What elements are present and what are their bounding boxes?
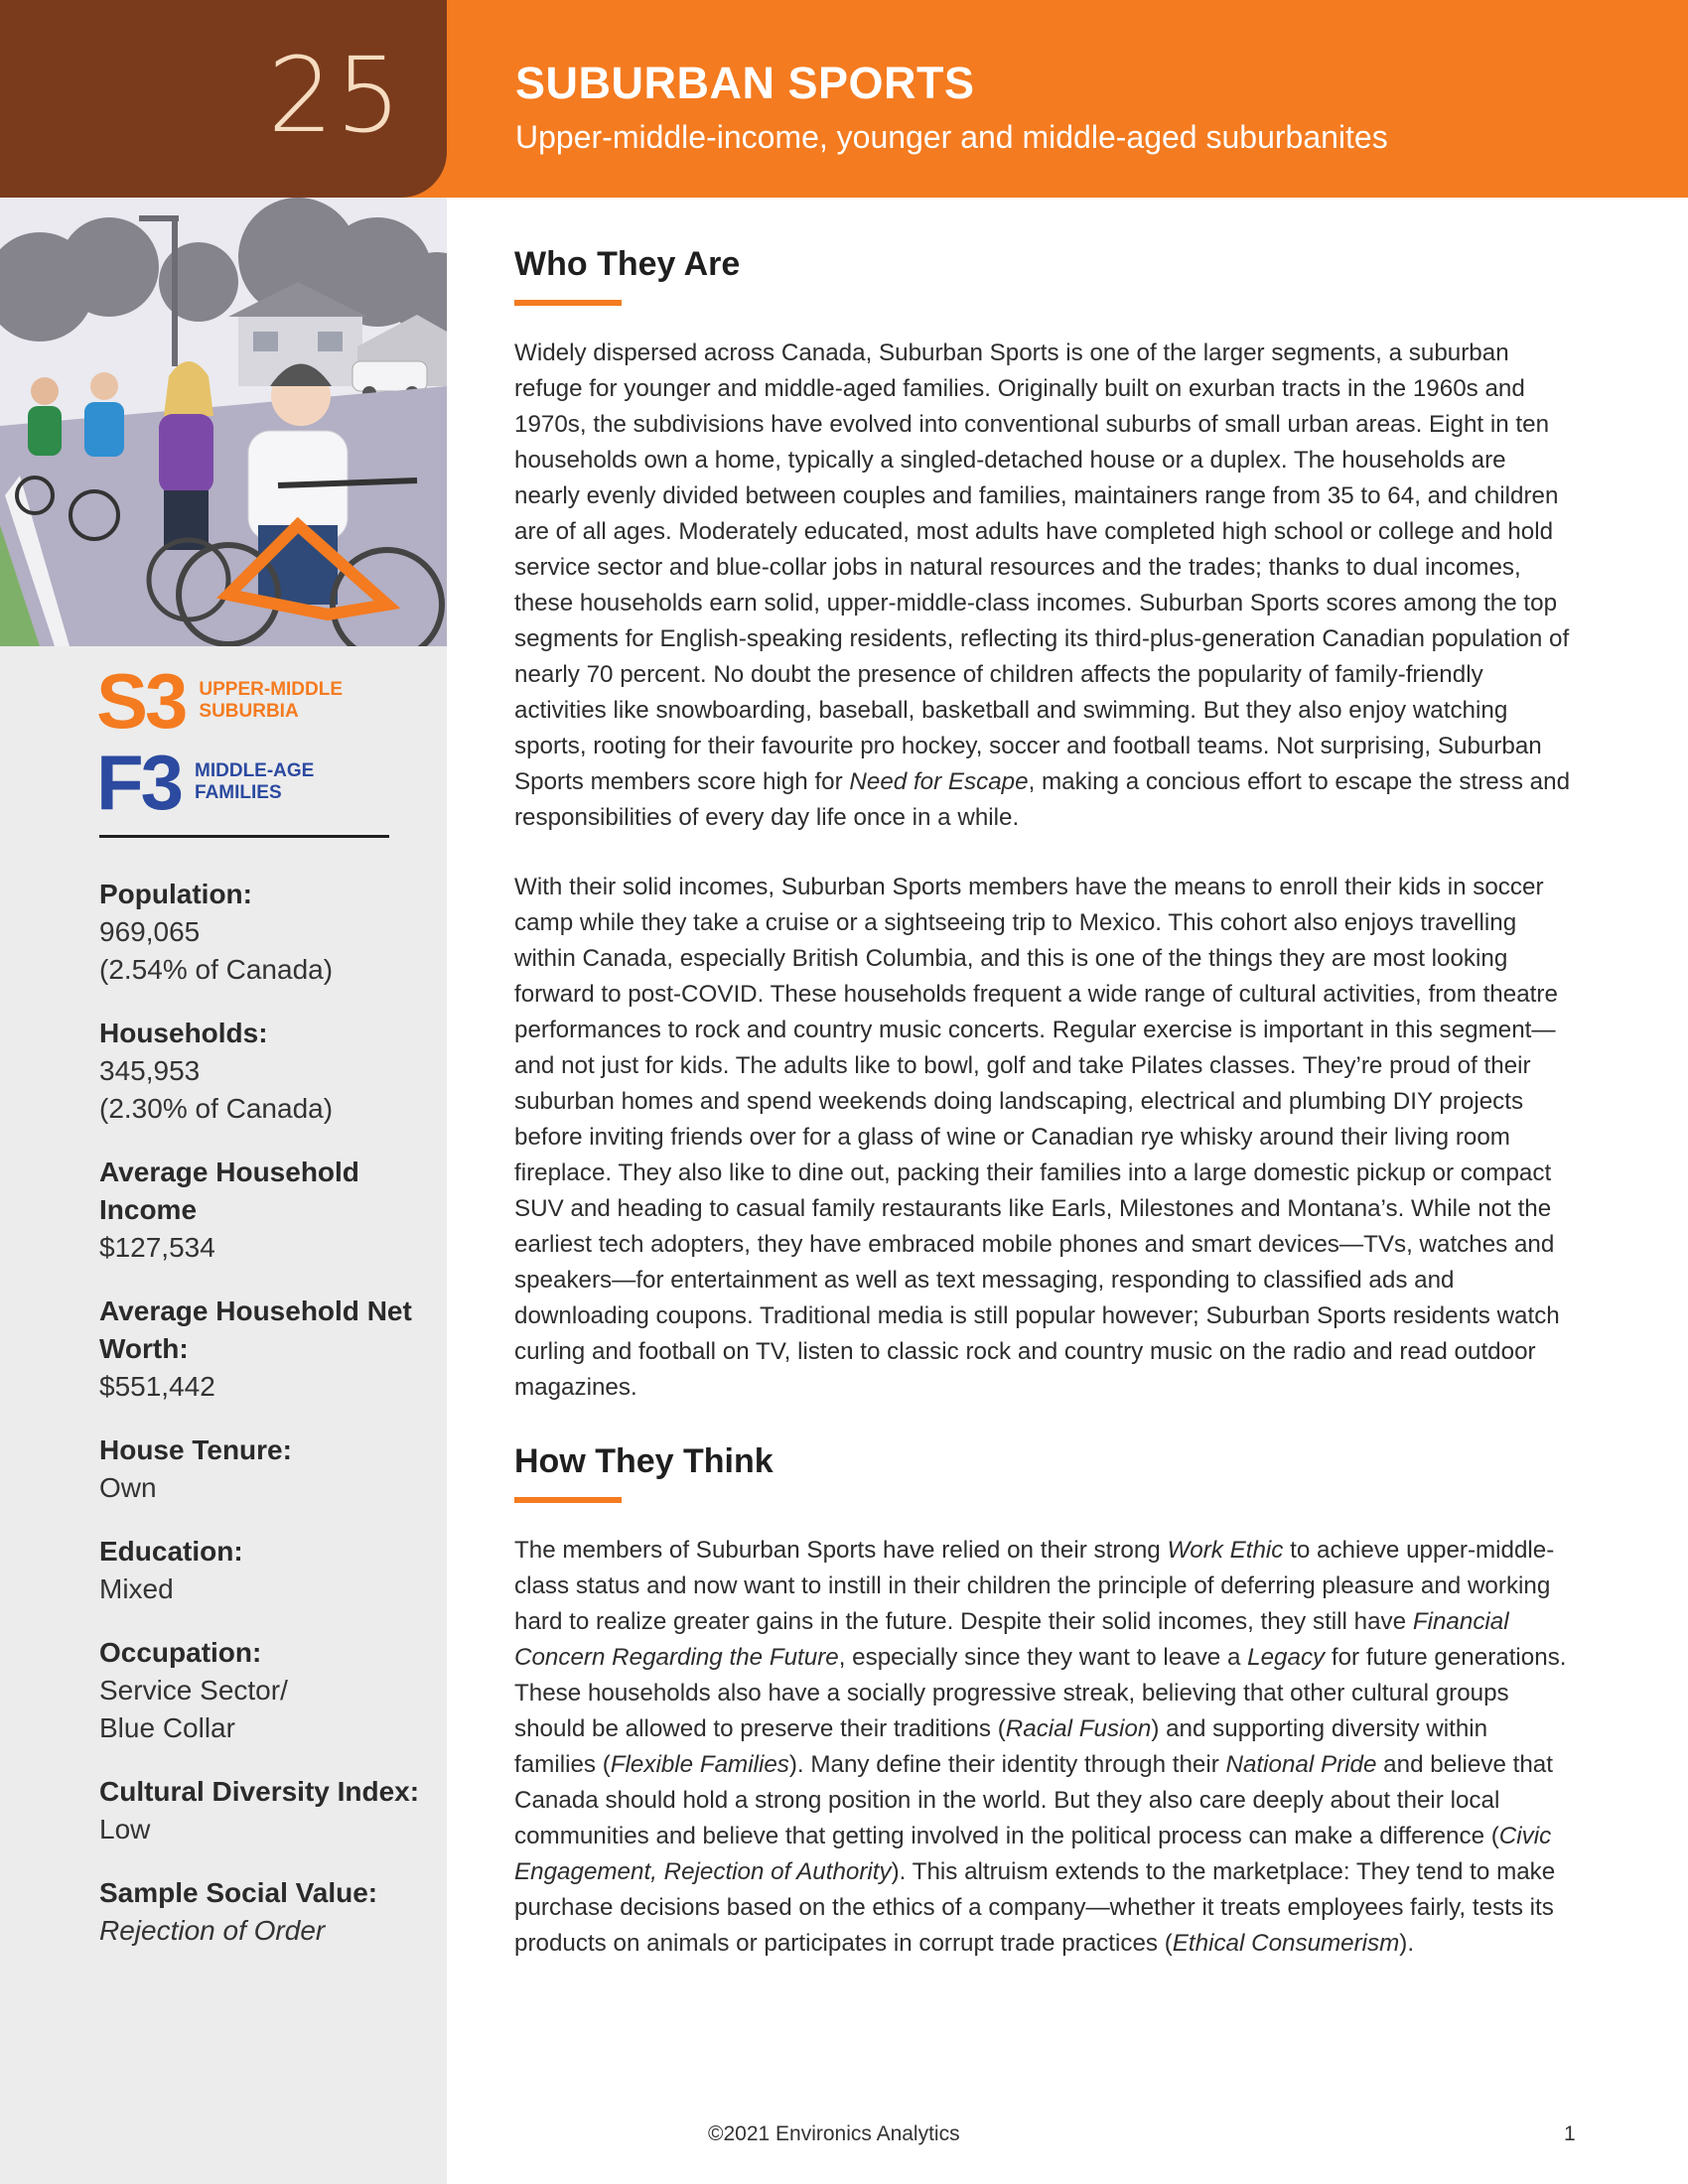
stat-value: Own (99, 1472, 157, 1503)
code-s3: S3 (96, 657, 186, 745)
stat-avg-net-worth (99, 1293, 437, 1406)
stats-list (99, 876, 437, 1976)
stat-social-value (99, 1874, 437, 1950)
text-run: to achieve upper-middle-class status and now want to instill in their children the principle of deferring pleasure and working hard to realize greater gains in the future. Despite their solid incomes, they still have (514, 1537, 1555, 1635)
segment-code-s3 (96, 657, 344, 745)
italic-term: Ethical Consumerism (1172, 1930, 1400, 1957)
text-run: , making a concious effort to escape the stress and responsibilities of every day life once in a while. (514, 768, 1571, 831)
segment-number-block (0, 0, 447, 198)
stat-value: Rejection of Order (99, 1915, 326, 1946)
text-run: ). (1399, 1930, 1415, 1957)
stat-value: $551,442 (99, 1371, 215, 1402)
stat-label: Households: (99, 1018, 268, 1048)
stat-label: Population: (99, 879, 252, 909)
text-run: ) and supporting diversity within families ( (514, 1715, 1488, 1778)
stat-value: (2.54% of Canada) (99, 954, 334, 985)
italic-term: Civic Engagement, Rejection of Authority (514, 1823, 1552, 1885)
stat-value: 345,953 (99, 1055, 201, 1086)
code-s3-label (199, 679, 343, 723)
italic-term: Flexible Families (610, 1751, 789, 1778)
stat-label: Education: (99, 1536, 243, 1567)
page-header (0, 0, 1688, 198)
code-f3-label-line1: MIDDLE-AGE (195, 760, 315, 781)
stat-occupation (99, 1634, 437, 1747)
stat-value: Service Sector/ (99, 1675, 288, 1706)
text-run: Widely dispersed across Canada, Suburban Sports is one of the larger segments, a suburban refuge for younger and middle-aged families. Originally built on exurban tracts in the 1960s and 1970s, the subdivisions have evolved into conventional suburbs of small urban areas. Eight in ten households own a home, typically a singled-detached house or a duplex. The households are nearly evenly divided between couples and families, maintainers range from 35 to 64, and children are of all ages. Moderately educated, most adults have completed high school or college and hold service sector and blue-collar jobs in natural resources and the trades; thanks to dual incomes, these households earn solid, upper-middle-class incomes. Suburban Sports scores among the top segments for English-speaking residents, reflecting its third-plus-generation Canadian population of nearly 70 percent. No doubt the presence of children affects the popularity of family-friendly activities like snowboarding, baseball, basketball and swimming. But they also enjoy watching sports, rooting for their favourite pro hockey, soccer and football teams. Not surprising, Suburban Sports members score high for (514, 340, 1570, 795)
section-title-who: Who They Are (514, 245, 741, 283)
text-run: and believe that Canada should hold a strong position in the world. But they also care deeply about their local communities and believe that getting involved in the political process can make a difference ( (514, 1751, 1553, 1849)
stat-label: House Tenure: (99, 1434, 292, 1465)
stat-value: Blue Collar (99, 1712, 235, 1743)
stat-value: 969,065 (99, 916, 201, 947)
stat-households (99, 1015, 437, 1128)
code-f3: F3 (96, 739, 182, 826)
section-underline (514, 1497, 622, 1503)
page-subtitle: Upper-middle-income, younger and middle-aged suburbanites (515, 119, 1388, 155)
code-s3-label-line1: UPPER-MIDDLE (199, 679, 344, 700)
italic-term: Financial Concern Regarding the Future (514, 1608, 1509, 1671)
italic-term: Need for Escape (849, 768, 1029, 795)
code-f3-label (195, 760, 314, 804)
footer-copyright: ©2021 Environics Analytics (708, 2122, 960, 2145)
stat-avg-household-income (99, 1154, 437, 1267)
segment-number: 25 (267, 35, 403, 156)
stat-label: Cultural Diversity Index: (99, 1776, 420, 1807)
text-run: ). Many define their identity through their (788, 1751, 1226, 1778)
text-run: ). This altruism extends to the marketplace: They tend to make purchase decisions based on the ethics of a company—whether it treats employees fairly, tests its products on animals or participates in corrupt trade practices ( (514, 1858, 1556, 1957)
sidebar (0, 198, 447, 2184)
stat-value: Low (99, 1814, 151, 1844)
italic-term: Legacy (1247, 1644, 1326, 1671)
how-paragraph (514, 1533, 1575, 1962)
cyclists-illustration (0, 198, 447, 646)
who-paragraph-2: With their solid incomes, Suburban Sports members have the means to enroll their kids in soccer camp while they take a cruise or a sightseeing trip to Mexico. This cohort also enjoys travelling within Canada, especially British Columbia, and this is one of the things they are most looking forward to post-COVID. These households frequent a wide range of cultural activities, from theatre performances to rock and country music concerts. Regular exercise is important in this segment—and not just for kids. The adults like to bowl, golf and take Pilates classes. They’re proud of their suburban homes and spend weekends doing landscaping, electrical and plumbing DIY projects before inviting friends over for a glass of wine or Canadian rye whisky around their living room fireplace. They also like to dine out, packing their families into a large domestic pickup or compact SUV and heading to casual family restaurants like Earls, Milestones and Montana’s. While not the earliest tech adopters, they have embraced mobile phones and smart devices—TVs, watches and speakers—for entertainment as well as text messaging, responding to classified ads and downloading coupons. Traditional media is still popular however; Suburban Sports residents watch curling and football on TV, listen to classic rock and country music on the radio and read outdoor magazines. (514, 874, 1560, 1401)
stat-label: Sample Social Value: (99, 1877, 378, 1908)
main-content (514, 242, 1575, 1995)
text-run: The members of Suburban Sports have relied on their strong (514, 1537, 1168, 1564)
italic-term: National Pride (1225, 1751, 1377, 1778)
stat-label: Average Household Net Worth: (99, 1296, 412, 1364)
stat-value: (2.30% of Canada) (99, 1093, 334, 1124)
stat-house-tenure (99, 1432, 437, 1507)
stat-population (99, 876, 437, 989)
stat-cultural-diversity (99, 1773, 437, 1848)
page-number: 1 (1564, 2122, 1576, 2145)
code-f3-label-line2: FAMILIES (195, 782, 282, 803)
stat-label: Occupation: (99, 1637, 262, 1668)
code-s3-label-line2: SUBURBIA (199, 701, 299, 722)
text-run: , especially since they want to leave a (838, 1644, 1248, 1671)
section-title-how: How They Think (514, 1442, 774, 1480)
stat-label: Average Household Income (99, 1157, 359, 1225)
italic-term: Work Ethic (1167, 1537, 1284, 1564)
text-run: for future generations. These households also have a socially progressive streak, believing that other cultural groups should be allowed to preserve their traditions ( (514, 1644, 1567, 1742)
stat-value: $127,534 (99, 1232, 215, 1263)
page-title: SUBURBAN SPORTS (515, 58, 975, 108)
stat-value: Mixed (99, 1573, 174, 1604)
sidebar-divider (99, 835, 389, 838)
italic-term: Racial Fusion (1005, 1715, 1152, 1742)
stat-education (99, 1533, 437, 1608)
section-underline (514, 300, 622, 306)
who-paragraph-1 (514, 336, 1575, 836)
segment-code-f3 (96, 739, 315, 826)
